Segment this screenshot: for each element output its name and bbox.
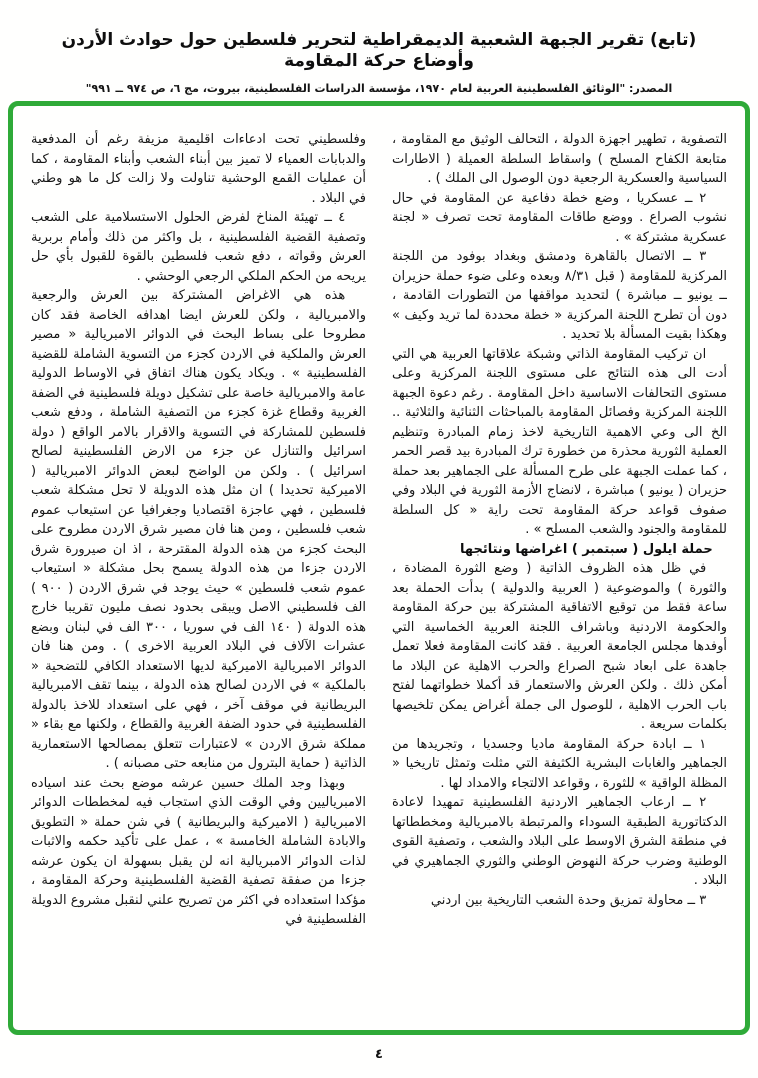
body-paragraph: ٣ ــ الاتصال بالقاهرة ودمشق وبغداد بوفود من اللجنة المركزية للمقاومة ( قبل ٨/٣١ وبعده وعلى ضوء حملة حزيران ــ يونيو ــ مباشرة ) لتحديد مواقفها من التطورات القادمة ، دون أن تطرح اللجنة المركزية « خطة محددة لما تريد وكيف » وهكذا بقيت المسألة بلا تحديد .	[392, 249, 727, 342]
section-heading: حملة ايلول ( سبتمبر ) اغراضها ونتائجها	[460, 541, 713, 557]
body-paragraph: التصفوية ، تطهير اجهزة الدولة ، التحالف الوثيق مع المقاومة ، متابعة الكفاح المسلح ) واسقاط السلطة العميلة ( الاطارات السياسية والعسكرية الرجعية دون الوصول الى الملك ) .	[392, 132, 727, 186]
body-paragraph: ١ ــ ابادة حركة المقاومة ماديا وجسديا ، وتجريدها من الجماهير والغابات البشرية الكثيفة التي مثلت وتمثل تاريخيا « المظلة الواقية » للثورة ، وقواعد الالتجاء والامداد لها .	[392, 736, 727, 791]
body-paragraph: وفلسطيني تحت ادعاءات اقليمية مزيفة رغم أن المدفعية والدبابات العمياء لا تميز بين أبناء الشعب وأبناء المقاومة ، كما أن عمليات القمع الوحشية تناولت ولا زالت كل ما هو وطني في البلاد .	[31, 132, 366, 206]
body-paragraph: ٢ ــ عسكريا ، وضع خطة دفاعية عن المقاومة في حال نشوب الصراع . ووضع طاقات المقاومة تحت تصرف « لجنة عسكرية مشتركة » .	[392, 190, 727, 245]
document-header	[0, 0, 758, 95]
document-title: (تابع) تقرير الجبهة الشعبية الديمقراطية لتحرير فلسطين حول حوادث الأردن وأوضاع حركة المقاومة	[61, 30, 697, 72]
body-paragraph: في ظل هذه الظروف الذاتية ( وضع الثورة المضادة ، والثورة ) والموضوعية ( العربية والدولية ) بدأت الحملة بعد ساعة فقط من توقيع الاتفاقية المشتركة بين حركة المقاومة والحكومة الاردنية وباشراف اللجنة العربية الخماسية التي أوفدها مجلس الجامعة العربية . فقد كانت المقاومة فعلا تعمل جاهدة على ابعاد شبح الصراع والحرب الاهلية عن البلاد ما أمكن ذلك . ولكن العرش والاستعمار قد أكملا خطواتهما لفتح باب الحرب الاهلية ، للوصول الى جملة أغراض يمكن تلخيصها بكلمات سريعة .	[392, 561, 727, 732]
green-border-frame	[8, 101, 750, 1035]
body-paragraph: هذه هي الاغراض المشتركة بين العرش والرجعية والامبريالية ، ولكن للعرش ايضا اهدافه الخاصة فقد كان مطروحا على بساط البحث في الدوائر الامبريالية « مصير العرش والملكية في الاردن كجزء من التسوية الشاملة للقضية الفلسطينية » . ويكاد يكون هناك اتفاق في الاوساط الدولية عامة والامبريالية خاصة على تشكيل دويلة فلسطينية في الضفة الغربية وقطاع غزة كجزء من التصفية الشاملة ، ودفع شعب فلسطين للمشاركة في التسوية والاقرار بالامر الواقع ( دولة اسرائيل والتنازل عن جزء من الارض الفلسطينية لصالح اسرائيل ) . ولكن من الواضح لبعض الدوائر الامبريالية ( الاميركية تحديدا ) ان مثل هذه الدويلة لا تحل مشكلة شعب فلسطين ، فهي عاجزة اقتصاديا وجغرافيا عن استيعاب عموم شعب فلسطين ، ومن هنا فان مصير شرق الاردن مطروح على البحث كجزء من هذه الدولة المقترحة ، اذ ان صيرورة شرق الاردن جزءا من هذه الدولة يسمح بحل مشكلة « استيعاب عموم شعب فلسطين » حيث يوجد في شرق الاردن ( ٩٠٠ ) الف فلسطيني الاصل ويبقى بحدود نصف مليون تقريبا خارج هذه الدولة ( ١٤٠ الف في سوريا ، ٣٠٠ الف في لبنان وبضع عشرات الآلاف في البلاد العربية الاخرى ) . ومن هنا فان الدوائر الامبريالية الاميركية لديها الاستعداد الكافي للتضحية « بالملكية » في الاردن لصالح هذه الدولة ، بينما تقف الامبريالية البريطانية في موقف آخر ، فهي على استعداد للاخذ بالدولة الفلسطينية في حدود الضفة الغربية والقطاع ، ولكنها مع بقاء « مملكة شرق الاردن » لاعتبارات تتعلق بمصالحها الاستعمارية الذاتية ( حماية البترول من منابعه حتى مصبانه ) .	[31, 288, 366, 771]
body-paragraph: ٤ ــ تهيئة المناخ لفرض الحلول الاستسلامية على الشعب وتصفية القضية الفلسطينية ، بل واكثر من ذلك وأمام بربرية العرش وقواته ، دفع شعب فلسطين بالقوة للقبول بأي حل يريحه من الحكم الملكي الرجعي الوحشي .	[31, 210, 366, 284]
column-right	[392, 130, 727, 1020]
body-paragraph: ٢ ــ ارعاب الجماهير الاردنية الفلسطينية تمهيدا لاعادة الدكتاتورية الطبقية السوداء والمرتبطة بالامبريالية ومخططاتها في منطقة الشرق الاوسط على البلاد والشعب ، وتصفية القوى الوطنية وضرب حركة النهوض الوطني والثوري الجماهيري في البلاد .	[392, 795, 727, 888]
body-paragraph: ٣ ــ محاولة تمزيق وحدة الشعب التاريخية بين اردني	[430, 892, 707, 908]
column-left	[31, 130, 366, 1020]
body-paragraph: ان تركيب المقاومة الذاتي وشبكة علاقاتها العربية هي التي أدت الى هذه النتائج على مستوى اللجنة المركزية وعلى مستوى التحالفات الاساسية داخل المقاومة . رغم دعوة الجبهة اللجنة المركزية وفصائل المقاومة بالمباحثات الثنائية والثلاثية .. الخ الى وعي الاهمية التاريخية لاخذ زمام المبادرة وتنظيم العملية الثورية محذرة من خطورة ترك المبادرة بيد قصر الحمر ، كما عملت الجبهة على طرح المسألة على الجماهير بعد حملة حزيران ( يونيو ) مباشرة ، لانضاج الأزمة الثورية في البلاد وفي صفوف قواعد حركة المقاومة تحت راية « كل السلطة للمقاومة والجنود والشعب المسلح » .	[392, 346, 727, 537]
document-source-line: المصدر: "الوثائق الفلسطينية العربية لعام ١٩٧٠، مؤسسة الدراسات الفلسطينية، بيروت، مج ٦، ص ٩٧٤ ــ ٩٩١"	[85, 81, 673, 95]
body-paragraph: وبهذا وجد الملك حسين عرشه موضع بحث عند اسياده الامبرياليين وفي الوقت الذي استجاب فيه لمخططات الدوائر الامبريالية ( الاميركية والبريطانية ) في شن حملة « التطويق والابادة الشاملة الخامسة » ، عمل على تأكيد حكمه والاثبات لذات الدوائر الامبريالية انه لن يقبل بسهولة ان يكون عرشه جزءا من صفقة تصفية القضية الفلسطينية وحركة المقاومة ، مؤكدا استعداده في اكثر من تصريح علني لنقبل مشروع الدويلة الفلسطينية في	[31, 775, 366, 927]
text-columns	[31, 130, 727, 1020]
page-number: ٤	[375, 1047, 383, 1062]
